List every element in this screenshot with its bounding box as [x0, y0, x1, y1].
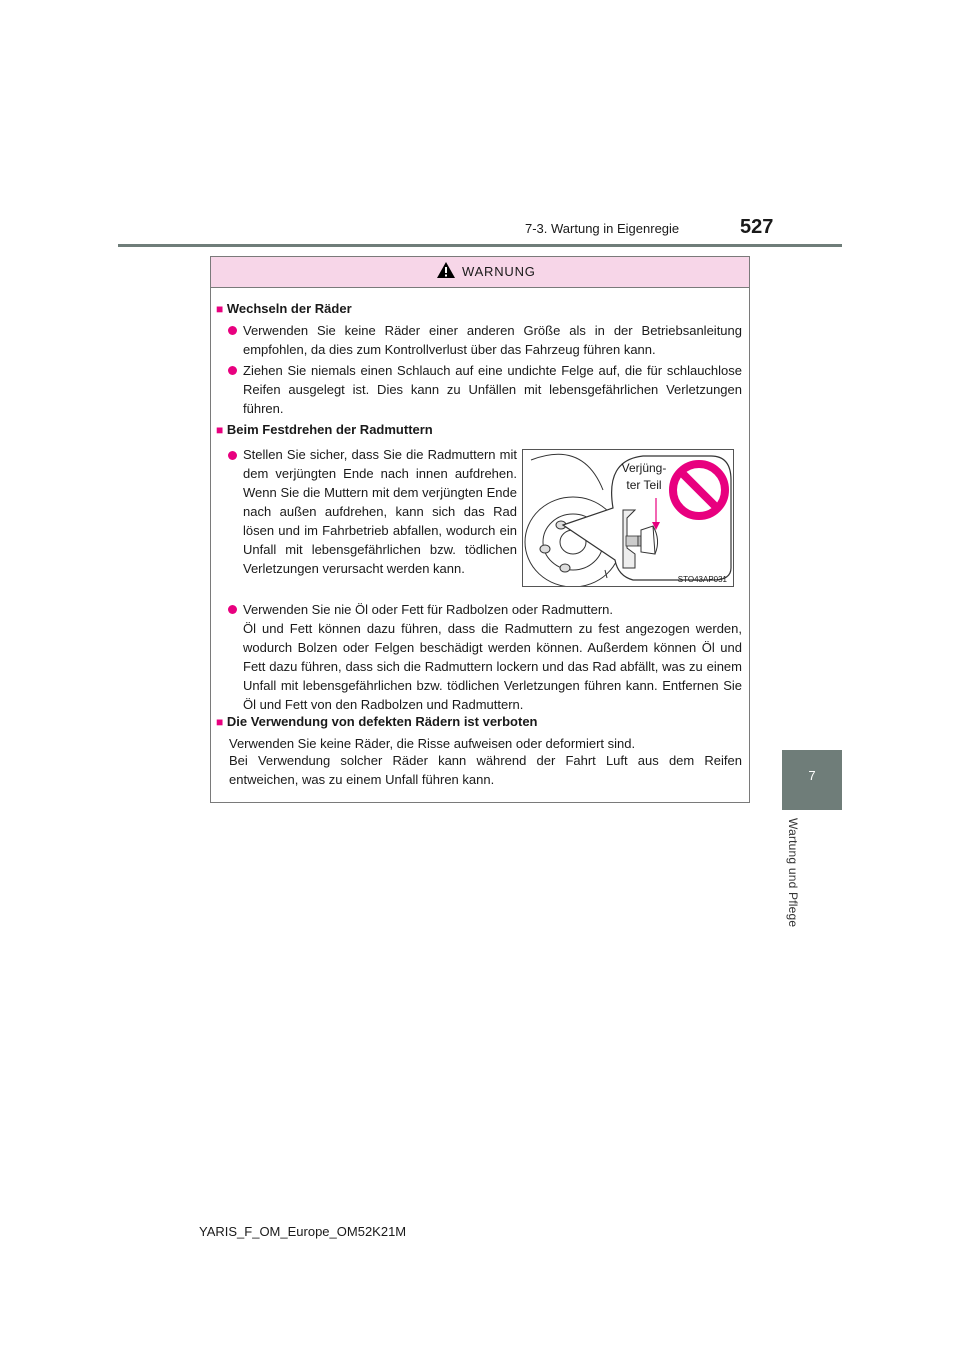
- square-bullet-icon: ■: [216, 423, 224, 437]
- section-heading-2: ■ Beim Festdrehen der Radmuttern: [216, 422, 433, 437]
- bullet-text-continued: Öl und Fett können dazu führen, dass die Radmuttern zu fest angezogen werden, wodurch Bolzen oder Felgen beschädigt werden können. Außerdem können Öl und Fett dazu führen, dass sich die Radmuttern lockern und das Rad abfällt, was zu einem Unfall mit lebensgefährlichen bzw. tödlichen Verletzungen führen kann. Entfernen Sie Öl und Fett von den Radbolzen und Radmuttern.: [243, 621, 742, 712]
- bullet-text: Stellen Sie sicher, dass Sie die Radmuttern mit dem verjüngten Ende nach innen aufdrehen. Wenn Sie die Muttern mit dem verjüngten Ende nach außen aufdrehen, kann sich das Rad lösen und im Fahrbetrieb abfallen, wodurch ein Unfall mit lebensgefährlichen bzw. tödlichen Verletzungen verursacht werden kann.: [243, 447, 517, 576]
- body-text: Bei Verwendung solcher Räder kann während der Fahrt Luft aus dem Reifen entweichen, was zu einem Unfall führen kann.: [229, 753, 742, 787]
- chapter-label: Wartung und Pflege: [786, 818, 800, 928]
- bullet-dot-icon: [228, 366, 237, 375]
- header-rule: [118, 244, 842, 247]
- figure-code: STO43AP031: [677, 575, 727, 584]
- body-text: Verwenden Sie keine Räder, die Risse aufweisen oder deformiert sind.: [229, 736, 636, 751]
- bullet-dot-icon: [228, 451, 237, 460]
- warning-title: WARNUNG: [462, 264, 536, 279]
- section-title: 7-3. Wartung in Eigenregie: [525, 221, 680, 236]
- warning-triangle-icon: [436, 261, 456, 279]
- bullet-text: Verwenden Sie nie Öl oder Fett für Radbolzen oder Radmuttern.: [243, 602, 613, 617]
- chapter-tab: [782, 750, 842, 810]
- page-number: 527: [740, 216, 774, 238]
- bullet-dot-icon: [228, 326, 237, 335]
- square-bullet-icon: ■: [216, 715, 224, 729]
- nut-diagram: [522, 449, 734, 587]
- square-bullet-icon: ■: [216, 302, 224, 316]
- bullet-text: Verwenden Sie keine Räder einer anderen Größe als in der Betriebsanleitung empfohlen, da dies zum Kontrollverlust über das Fahrzeug führen kann.: [243, 323, 742, 357]
- section-heading-1: ■ Wechseln der Räder: [216, 301, 352, 316]
- warning-header: [211, 257, 749, 288]
- bullet-dot-icon: [228, 605, 237, 614]
- chapter-number: 7: [808, 768, 816, 783]
- bullet-text: Ziehen Sie niemals einen Schlauch auf eine undichte Felge auf, die für schlauchlose Reifen ausgelegt ist. Dies kann zu Unfällen mit lebensgefährlichen Verletzungen führen.: [243, 363, 742, 416]
- tapered-part-label: Verjüng-ter Teil: [621, 461, 667, 492]
- document-id: YARIS_F_OM_Europe_OM52K21M: [199, 1224, 407, 1239]
- section-heading-3: ■ Die Verwendung von defekten Rädern ist verboten: [216, 714, 538, 729]
